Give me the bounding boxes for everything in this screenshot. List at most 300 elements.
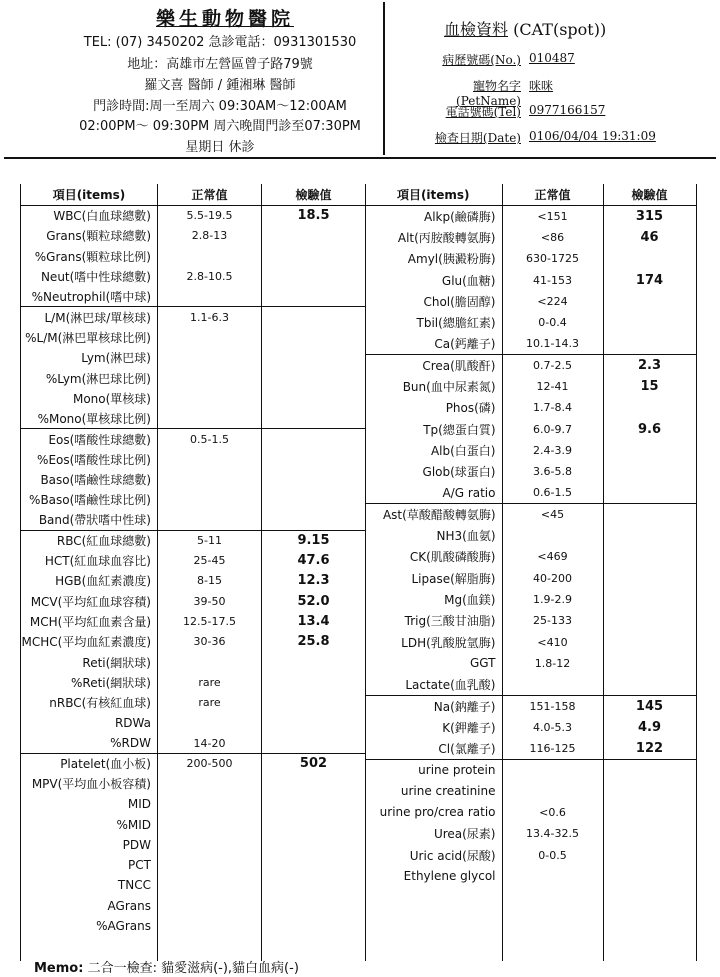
- row-normal: [158, 246, 262, 266]
- row-result: [262, 814, 366, 834]
- row-result: [262, 713, 366, 733]
- row-normal: <151: [502, 206, 603, 227]
- memo-text: 二合一檢查: 貓愛滋病(-),貓白血病(-): [87, 961, 299, 976]
- header-item: 項目(items): [365, 184, 502, 206]
- row-item: Bun(血中尿素氮): [365, 376, 502, 397]
- row-normal: 116-125: [502, 738, 603, 759]
- row-item: MPV(平均血小板容積): [21, 774, 158, 794]
- table-row: [21, 388, 366, 408]
- row-result: [603, 482, 696, 503]
- row-item: PCT: [21, 855, 158, 875]
- row-item: Mono(單核球): [21, 388, 158, 408]
- table-row: [21, 652, 366, 672]
- row-result: 13.4: [262, 611, 366, 631]
- row-result: [603, 440, 696, 461]
- row-result: 122: [603, 738, 696, 759]
- row-item: K(鉀離子): [365, 717, 502, 738]
- row-normal: [502, 866, 603, 887]
- row-result: 174: [603, 269, 696, 290]
- table-row: [21, 632, 366, 652]
- row-result: [262, 449, 366, 469]
- header-item: 項目(items): [21, 184, 158, 206]
- row-result: [603, 333, 696, 354]
- row-result: [603, 844, 696, 865]
- row-result: 18.5: [262, 206, 366, 226]
- row-normal: 0-0.5: [502, 844, 603, 865]
- row-result: [262, 875, 366, 895]
- report-title: 血檢資料: [444, 20, 509, 39]
- row-item: nRBC(有核紅血球): [21, 693, 158, 713]
- row-normal: 1.8-12: [502, 653, 603, 674]
- table-row: [21, 246, 366, 266]
- row-item: Lym(淋巴球): [21, 348, 158, 368]
- header-normal: 正常值: [502, 184, 603, 206]
- clinic-hours-morning: 門診時間:周一至周六 09:30AM～12:00AM: [93, 99, 347, 114]
- row-result: 145: [603, 695, 696, 716]
- filler-cell: [365, 887, 502, 961]
- row-normal: 4.0-5.3: [502, 717, 603, 738]
- row-normal: 14-20: [158, 733, 262, 753]
- row-result: 15: [603, 376, 696, 397]
- row-result: 2.3: [603, 355, 696, 376]
- row-normal: 5-11: [158, 530, 262, 550]
- field-label-tel: 電話號碼(Tel): [445, 105, 521, 119]
- clinic-name: 樂生動物醫院: [155, 8, 294, 30]
- table-row: [21, 591, 366, 611]
- row-normal: 6.0-9.7: [502, 418, 603, 439]
- table-row: [21, 206, 366, 226]
- filler-cell: [502, 887, 603, 961]
- row-result: [262, 693, 366, 713]
- row-result: [603, 461, 696, 482]
- row-normal: 25-133: [502, 610, 603, 631]
- table-row: [21, 469, 366, 489]
- table-row: [365, 355, 696, 376]
- row-normal: [502, 525, 603, 546]
- table-row: [365, 248, 696, 269]
- row-result: [603, 781, 696, 802]
- row-result: [262, 672, 366, 692]
- table-row: [21, 226, 366, 246]
- row-normal: [502, 674, 603, 695]
- field-value-no: 010487: [529, 51, 575, 65]
- row-result: [262, 774, 366, 794]
- row-normal: [158, 652, 262, 672]
- row-item: Amyl(胰澱粉脢): [365, 248, 502, 269]
- row-normal: 10.1-14.3: [502, 333, 603, 354]
- row-item: Baso(嗜鹼性球總數): [21, 469, 158, 489]
- row-item: Lactate(血乳酸): [365, 674, 502, 695]
- row-result: [262, 368, 366, 388]
- report-subtitle: (CAT(spot)): [513, 20, 607, 39]
- table-row: [365, 376, 696, 397]
- row-normal: <469: [502, 546, 603, 567]
- memo: [34, 957, 299, 976]
- row-result: [603, 397, 696, 418]
- row-item: %Reti(網狀球): [21, 672, 158, 692]
- row-normal: 2.8-10.5: [158, 266, 262, 286]
- row-item: Neut(嗜中性球總數): [21, 266, 158, 286]
- row-result: [603, 291, 696, 312]
- row-item: Glu(血糖): [365, 269, 502, 290]
- row-item: RBC(紅血球總數): [21, 530, 158, 550]
- row-result: [603, 312, 696, 333]
- row-result: [262, 490, 366, 510]
- clinic-closed-day: 星期日 休診: [185, 140, 255, 155]
- row-item: MID: [21, 794, 158, 814]
- row-result: [262, 652, 366, 672]
- row-item: %Neutrophil(嗜中球): [21, 287, 158, 307]
- row-result: [603, 866, 696, 887]
- row-normal: 41-153: [502, 269, 603, 290]
- table-row: [365, 525, 696, 546]
- table-row: [365, 546, 696, 567]
- row-result: 52.0: [262, 591, 366, 611]
- table-row: [21, 408, 366, 428]
- table-filler-row: [365, 887, 696, 961]
- row-item: Tp(總蛋白質): [365, 418, 502, 439]
- table-row: [365, 631, 696, 652]
- row-normal: 630-1725: [502, 248, 603, 269]
- row-item: Alkp(鹼磷脢): [365, 206, 502, 227]
- field-value-petname: 咪咪: [529, 79, 554, 93]
- row-item: Eos(嗜酸性球總數): [21, 429, 158, 449]
- table-row: [21, 530, 366, 550]
- row-item: %L/M(淋巴單核球比例): [21, 327, 158, 347]
- lab-table-right: [365, 184, 697, 961]
- table-row: [365, 461, 696, 482]
- row-item: %Eos(嗜酸性球比例): [21, 449, 158, 469]
- row-item: %MID: [21, 814, 158, 834]
- row-item: RDWa: [21, 713, 158, 733]
- field-label-no: 病歷號碼(No.): [442, 53, 521, 67]
- table-row: [21, 368, 366, 388]
- table-row: [365, 717, 696, 738]
- row-item: NH3(血氨): [365, 525, 502, 546]
- row-normal: 0-0.4: [502, 312, 603, 333]
- table-row: [21, 510, 366, 530]
- row-item: Na(鈉離子): [365, 695, 502, 716]
- row-normal: 39-50: [158, 591, 262, 611]
- table-row: [21, 307, 366, 327]
- table-row: [365, 418, 696, 439]
- row-result: [262, 246, 366, 266]
- table-row: [21, 794, 366, 814]
- row-result: [603, 759, 696, 780]
- row-result: 9.15: [262, 530, 366, 550]
- row-normal: [158, 814, 262, 834]
- row-result: [262, 794, 366, 814]
- row-normal: rare: [158, 672, 262, 692]
- row-normal: 200-500: [158, 754, 262, 774]
- table-row: [21, 429, 366, 449]
- row-normal: [502, 759, 603, 780]
- row-item: Alt(丙胺酸轉氨脢): [365, 227, 502, 248]
- header-divider: [383, 2, 385, 155]
- row-result: [262, 855, 366, 875]
- row-result: [262, 388, 366, 408]
- filler-cell: [603, 887, 696, 961]
- table-row: [365, 695, 696, 716]
- row-item: Urea(尿素): [365, 823, 502, 844]
- row-normal: 12-41: [502, 376, 603, 397]
- row-item: %AGrans: [21, 916, 158, 936]
- table-row: [21, 693, 366, 713]
- field-value-date: 0106/04/04 19:31:09: [529, 129, 656, 143]
- row-result: [603, 504, 696, 525]
- row-normal: rare: [158, 693, 262, 713]
- row-normal: [158, 875, 262, 895]
- row-normal: [158, 774, 262, 794]
- row-item: urine pro/crea ratio: [365, 802, 502, 823]
- row-result: [262, 348, 366, 368]
- row-item: Ca(鈣離子): [365, 333, 502, 354]
- table-row: [365, 482, 696, 503]
- row-result: [603, 653, 696, 674]
- row-item: Phos(磷): [365, 397, 502, 418]
- row-normal: [158, 510, 262, 530]
- row-result: 502: [262, 754, 366, 774]
- row-normal: [158, 287, 262, 307]
- clinic-phone: TEL: (07) 3450202 急診電話：0931301530: [83, 35, 357, 50]
- lab-table-left: [20, 184, 366, 961]
- table-row: [365, 589, 696, 610]
- table-row: [21, 571, 366, 591]
- row-item: MCV(平均紅血球容積): [21, 591, 158, 611]
- row-result: [262, 307, 366, 327]
- row-normal: [158, 368, 262, 388]
- row-item: Ethylene glycol: [365, 866, 502, 887]
- row-normal: 13.4-32.5: [502, 823, 603, 844]
- field-value-tel: 0977166157: [529, 103, 606, 117]
- row-result: [603, 823, 696, 844]
- row-item: Ast(草酸醋酸轉氨脢): [365, 504, 502, 525]
- row-normal: [158, 713, 262, 733]
- row-item: LDH(乳酸脫氫脢): [365, 631, 502, 652]
- table-row: [365, 610, 696, 631]
- table-row: [21, 896, 366, 916]
- row-item: TNCC: [21, 875, 158, 895]
- row-item: L/M(淋巴球/單核球): [21, 307, 158, 327]
- row-item: PDW: [21, 835, 158, 855]
- row-result: [603, 546, 696, 567]
- row-result: [603, 631, 696, 652]
- table-row: [21, 672, 366, 692]
- row-item: HGB(血紅素濃度): [21, 571, 158, 591]
- row-item: urine protein: [365, 759, 502, 780]
- table-row: [365, 440, 696, 461]
- row-item: WBC(白血球總數): [21, 206, 158, 226]
- row-normal: 5.5-19.5: [158, 206, 262, 226]
- table-row: [21, 916, 366, 936]
- table-row: [21, 348, 366, 368]
- table-row: [21, 754, 366, 774]
- row-item: Alb(白蛋白): [365, 440, 502, 461]
- row-item: Crea(肌酸酐): [365, 355, 502, 376]
- row-item: %Grans(顆粒球比例): [21, 246, 158, 266]
- row-result: 25.8: [262, 632, 366, 652]
- row-result: [603, 589, 696, 610]
- row-normal: [158, 835, 262, 855]
- table-row: [21, 611, 366, 631]
- row-item: Trig(三酸甘油脂): [365, 610, 502, 631]
- row-item: A/G ratio: [365, 482, 502, 503]
- table-row: [365, 504, 696, 525]
- row-result: 46: [603, 227, 696, 248]
- row-item: Platelet(血小板): [21, 754, 158, 774]
- row-normal: <45: [502, 504, 603, 525]
- row-normal: [158, 490, 262, 510]
- row-item: Uric acid(尿酸): [365, 844, 502, 865]
- clinic-doctors: 羅文喜 醫師 / 鍾湘琳 醫師: [144, 78, 296, 93]
- row-normal: <224: [502, 291, 603, 312]
- row-normal: 0.7-2.5: [502, 355, 603, 376]
- row-normal: [158, 469, 262, 489]
- row-normal: 2.8-13: [158, 226, 262, 246]
- row-result: [262, 510, 366, 530]
- table-row: [365, 738, 696, 759]
- row-normal: [158, 449, 262, 469]
- row-normal: [158, 896, 262, 916]
- table-row: [365, 206, 696, 227]
- row-normal: [158, 327, 262, 347]
- table-row: [365, 227, 696, 248]
- header-bottom-rule: [4, 157, 716, 159]
- table-row: [365, 269, 696, 290]
- row-result: [262, 916, 366, 936]
- table-row: [365, 844, 696, 865]
- table-row: [365, 802, 696, 823]
- header-result: 檢驗值: [603, 184, 696, 206]
- clinic-hours-evening: 02:00PM～ 09:30PM 周六晚間門診至07:30PM: [79, 119, 361, 134]
- row-normal: 12.5-17.5: [158, 611, 262, 631]
- table-header-row: [21, 184, 366, 206]
- table-row: [365, 397, 696, 418]
- row-item: %Baso(嗜鹼性球比例): [21, 490, 158, 510]
- field-label-date: 檢查日期(Date): [434, 131, 521, 145]
- row-result: 9.6: [603, 418, 696, 439]
- row-item: Reti(網狀球): [21, 652, 158, 672]
- row-result: [603, 568, 696, 589]
- row-item: Lipase(解脂脢): [365, 568, 502, 589]
- row-item: Tbil(總膽紅素): [365, 312, 502, 333]
- row-normal: 1.1-6.3: [158, 307, 262, 327]
- row-item: AGrans: [21, 896, 158, 916]
- table-row: [21, 814, 366, 834]
- row-item: GGT: [365, 653, 502, 674]
- row-normal: 3.6-5.8: [502, 461, 603, 482]
- row-normal: 25-45: [158, 551, 262, 571]
- row-result: [603, 674, 696, 695]
- row-result: 315: [603, 206, 696, 227]
- clinic-address: 地址：高雄市左營區曾子路79號: [127, 57, 313, 72]
- row-result: [262, 327, 366, 347]
- row-result: [262, 266, 366, 286]
- table-row: [365, 333, 696, 354]
- table-header-row: [365, 184, 696, 206]
- table-row: [21, 490, 366, 510]
- row-item: MCH(平均紅血素含量): [21, 611, 158, 631]
- header-normal: 正常值: [158, 184, 262, 206]
- table-row: [365, 312, 696, 333]
- row-normal: 30-36: [158, 632, 262, 652]
- row-normal: 8-15: [158, 571, 262, 591]
- row-item: MCHC(平均血紅素濃度): [21, 632, 158, 652]
- table-row: [21, 774, 366, 794]
- row-item: Glob(球蛋白): [365, 461, 502, 482]
- row-normal: 2.4-3.9: [502, 440, 603, 461]
- row-result: [262, 226, 366, 246]
- row-normal: <86: [502, 227, 603, 248]
- header-result: 檢驗值: [262, 184, 366, 206]
- row-item: Grans(顆粒球總數): [21, 226, 158, 246]
- row-result: [262, 287, 366, 307]
- table-row: [365, 568, 696, 589]
- row-result: 47.6: [262, 551, 366, 571]
- row-normal: [502, 781, 603, 802]
- row-normal: [158, 348, 262, 368]
- row-normal: 151-158: [502, 695, 603, 716]
- row-result: [603, 248, 696, 269]
- table-row: [365, 781, 696, 802]
- table-row: [21, 733, 366, 753]
- row-normal: [158, 916, 262, 936]
- row-item: %Mono(單核球比例): [21, 408, 158, 428]
- table-row: [365, 866, 696, 887]
- table-row: [21, 835, 366, 855]
- table-row: [365, 291, 696, 312]
- row-result: [603, 802, 696, 823]
- row-normal: [158, 388, 262, 408]
- table-row: [21, 449, 366, 469]
- table-row: [365, 823, 696, 844]
- table-row: [21, 551, 366, 571]
- row-result: [262, 469, 366, 489]
- row-item: %RDW: [21, 733, 158, 753]
- row-item: urine creatinine: [365, 781, 502, 802]
- row-item: Cl(氯離子): [365, 738, 502, 759]
- row-item: CK(肌酸磷酸脢): [365, 546, 502, 567]
- row-result: 12.3: [262, 571, 366, 591]
- row-result: [262, 733, 366, 753]
- row-normal: <410: [502, 631, 603, 652]
- row-normal: 0.5-1.5: [158, 429, 262, 449]
- row-normal: 1.9-2.9: [502, 589, 603, 610]
- table-row: [21, 266, 366, 286]
- row-result: [262, 429, 366, 449]
- row-item: Band(帶狀嗜中性球): [21, 510, 158, 530]
- field-label-petname: 寵物名字(PetName): [456, 79, 521, 108]
- row-result: 4.9: [603, 717, 696, 738]
- table-row: [365, 759, 696, 780]
- table-row: [21, 327, 366, 347]
- row-normal: 0.6-1.5: [502, 482, 603, 503]
- row-normal: [158, 408, 262, 428]
- row-normal: 1.7-8.4: [502, 397, 603, 418]
- row-normal: [158, 794, 262, 814]
- table-row: [21, 875, 366, 895]
- row-item: %Lym(淋巴球比例): [21, 368, 158, 388]
- row-normal: <0.6: [502, 802, 603, 823]
- row-item: HCT(紅血球血容比): [21, 551, 158, 571]
- row-normal: [158, 855, 262, 875]
- report-title-block: [444, 17, 606, 40]
- table-row: [365, 674, 696, 695]
- row-item: Mg(血鎂): [365, 589, 502, 610]
- row-result: [262, 408, 366, 428]
- row-result: [262, 896, 366, 916]
- table-row: [365, 653, 696, 674]
